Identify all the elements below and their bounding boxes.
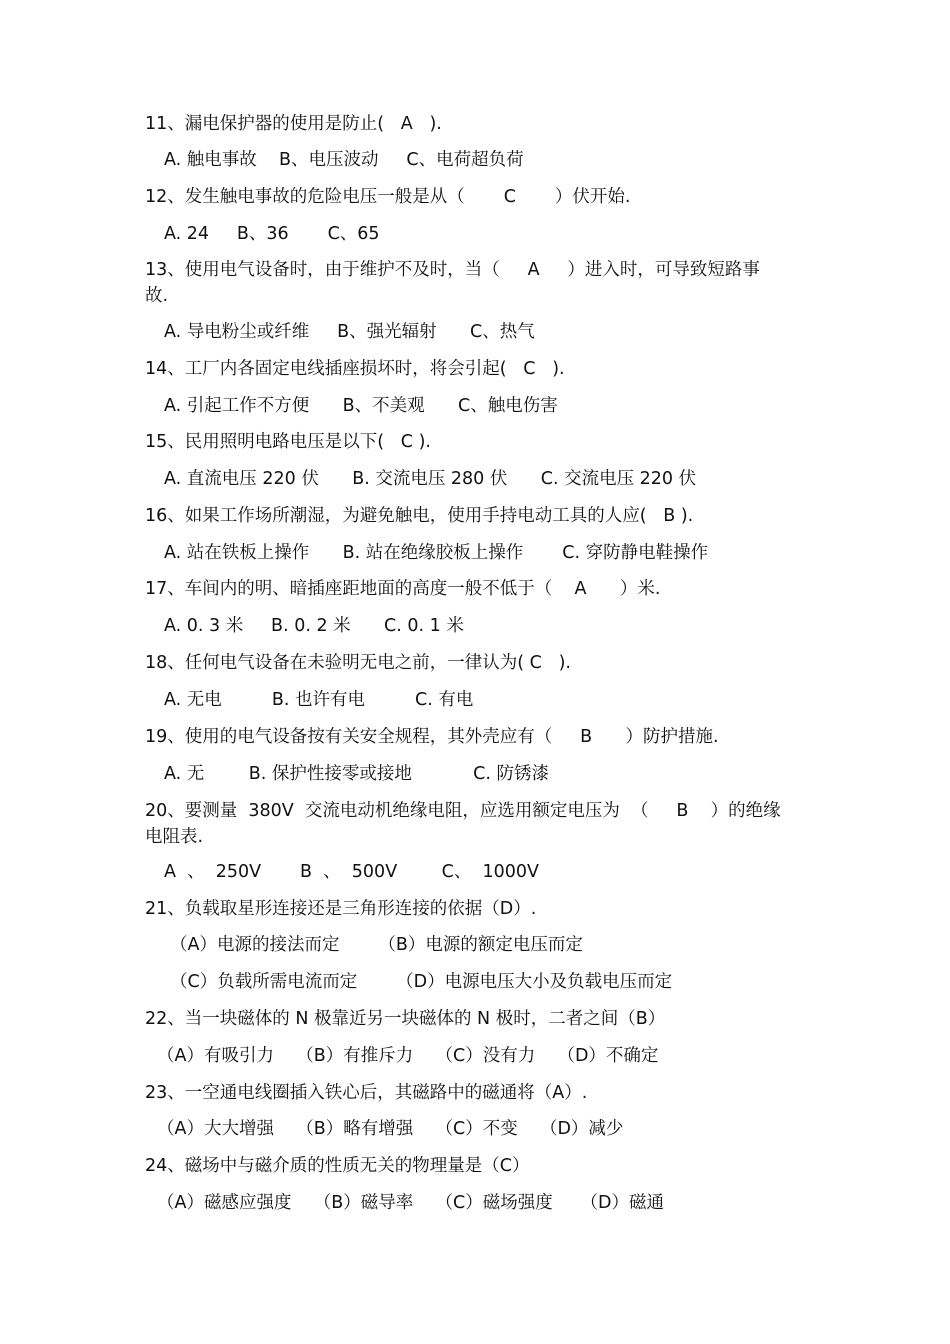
question-19-stem: 19、使用的电气设备按有关安全规程，其外壳应有（ B ）防护措施.: [145, 727, 719, 747]
question-18-options: A. 无电 B. 也许有电 C. 有电: [164, 690, 474, 710]
question-18-stem: 18、任何电气设备在未验明无电之前，一律认为( C ).: [145, 653, 571, 673]
question-17-stem: 17、车间内的明、暗插座距地面的高度一般不低于（ A ）米.: [145, 579, 661, 599]
question-11-options: A. 触电事故 B、电压波动 C、电荷超负荷: [164, 150, 524, 170]
question-15-options: A. 直流电压 220 伏 B. 交流电压 280 伏 C. 交流电压 220 伏: [164, 469, 697, 489]
question-14-options: A. 引起工作不方便 B、不美观 C、触电伤害: [164, 396, 558, 416]
question-20-stem: 20、要测量 380V 交流电动机绝缘电阻，应选用额定电压为 （ B ）的绝缘: [145, 801, 781, 821]
question-14-stem: 14、工厂内各固定电线插座损坏时，将会引起( C ).: [145, 359, 565, 379]
question-23-options: （A）大大增强 （B）略有增强 （C）不变 （D）减少: [157, 1119, 624, 1139]
question-23-stem: 23、一空通电线圈插入铁心后，其磁路中的磁通将（A）.: [145, 1083, 588, 1103]
question-13-options: A. 导电粉尘或纤维 B、强光辐射 C、热气: [164, 322, 535, 342]
question-19-options: A. 无 B. 保护性接零或接地 C. 防锈漆: [164, 764, 549, 784]
question-12-options: A. 24 B、36 C、65: [164, 224, 380, 244]
question-11-stem: 11、漏电保护器的使用是防止( A ).: [145, 114, 442, 134]
question-21-stem: 21、负载取星形连接还是三角形连接的依据（D）.: [145, 899, 537, 919]
question-24-stem: 24、磁场中与磁介质的性质无关的物理量是（C）: [145, 1156, 530, 1176]
question-16-stem: 16、如果工作场所潮湿，为避免触电，使用手持电动工具的人应( B ).: [145, 506, 694, 526]
question-17-options: A. 0. 3 米 B. 0. 2 米 C. 0. 1 米: [164, 616, 464, 636]
question-20-options: A 、 250V B 、 500V C、 1000V: [164, 862, 540, 882]
question-12-stem: 12、发生触电事故的危险电压一般是从（ C ）伏开始.: [145, 187, 631, 207]
question-16-options: A. 站在铁板上操作 B. 站在绝缘胶板上操作 C. 穿防静电鞋操作: [164, 543, 709, 563]
question-13-stem: 13、使用电气设备时，由于维护不及时，当（ A ）进入时，可导致短路事: [145, 260, 760, 280]
question-13-stem-continued: 故.: [145, 286, 169, 306]
question-22-stem: 22、当一块磁体的 N 极靠近另一块磁体的 N 极时，二者之间（B）: [145, 1009, 666, 1029]
question-20-stem-continued: 电阻表.: [145, 827, 204, 847]
question-21-options-row-1: （A）电源的接法而定 （B）电源的额定电压而定: [170, 935, 583, 955]
question-22-options: （A）有吸引力 （B）有推斥力 （C）没有力 （D）不确定: [157, 1046, 659, 1066]
question-21-options-row-2: （C）负载所需电流而定 （D）电源电压大小及负载电压而定: [170, 972, 673, 992]
question-24-options: （A）磁感应强度 （B）磁导率 （C）磁场强度 （D）磁通: [157, 1193, 664, 1213]
question-15-stem: 15、民用照明电路电压是以下( C ).: [145, 432, 431, 452]
